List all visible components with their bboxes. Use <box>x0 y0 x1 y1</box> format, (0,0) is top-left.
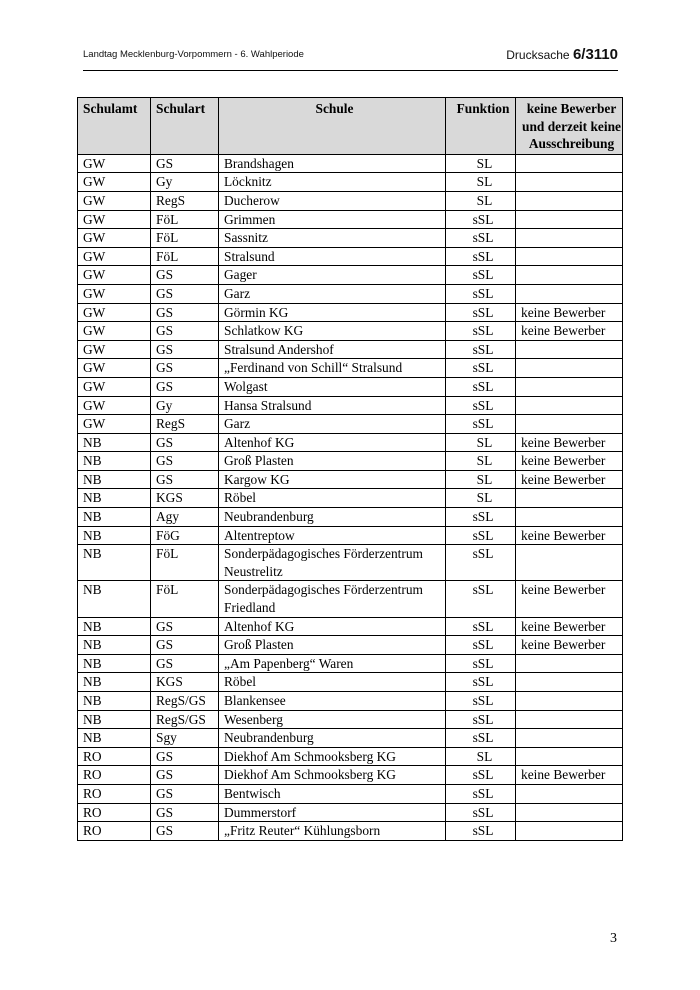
table-row <box>78 415 623 434</box>
table-row <box>78 359 623 378</box>
funktion-cell: sSL <box>446 710 516 729</box>
schule-cell: Ducherow <box>219 191 446 210</box>
funktion-cell: sSL <box>446 377 516 396</box>
schulart-cell: GS <box>151 803 219 822</box>
schule-cell: Görmin KG <box>219 303 446 322</box>
funktion-cell: SL <box>446 470 516 489</box>
table-row <box>78 303 623 322</box>
table-row <box>78 581 623 617</box>
schulart-cell: Sgy <box>151 729 219 748</box>
schule-cell: Gager <box>219 266 446 285</box>
schule-cell: Röbel <box>219 489 446 508</box>
schule-cell: Groß Plasten <box>219 452 446 471</box>
funktion-cell: SL <box>446 433 516 452</box>
keine-bewerber-cell <box>516 396 623 415</box>
table-row <box>78 340 623 359</box>
schulart-cell: FöL <box>151 247 219 266</box>
schulamt-cell: NB <box>78 489 151 508</box>
table-row <box>78 154 623 173</box>
schule-cell: Wolgast <box>219 377 446 396</box>
funktion-cell: sSL <box>446 822 516 841</box>
schulart-cell: GS <box>151 747 219 766</box>
schule-cell: Stralsund Andershof <box>219 340 446 359</box>
table-row <box>78 617 623 636</box>
schulart-cell: GS <box>151 636 219 655</box>
column-header-funktion: Funktion <box>446 98 516 155</box>
schule-cell: Sonderpädagogisches Förderzentrum Friedland <box>219 581 446 617</box>
keine-bewerber-cell: keine Bewerber <box>516 617 623 636</box>
table-row <box>78 489 623 508</box>
schulart-cell: GS <box>151 452 219 471</box>
schulamt-cell: NB <box>78 636 151 655</box>
keine-bewerber-cell <box>516 747 623 766</box>
schule-cell: Hansa Stralsund <box>219 396 446 415</box>
keine-bewerber-cell <box>516 210 623 229</box>
schulamt-cell: NB <box>78 452 151 471</box>
funktion-cell: SL <box>446 747 516 766</box>
schulamt-cell: GW <box>78 154 151 173</box>
schulart-cell: Agy <box>151 508 219 527</box>
schulart-cell: RegS <box>151 191 219 210</box>
table-row <box>78 654 623 673</box>
table-body <box>78 154 623 840</box>
table-row <box>78 766 623 785</box>
schulart-cell: GS <box>151 822 219 841</box>
schulamt-cell: RO <box>78 766 151 785</box>
table-row <box>78 247 623 266</box>
schulamt-cell: GW <box>78 191 151 210</box>
schule-cell: Wesenberg <box>219 710 446 729</box>
schule-cell: Bentwisch <box>219 784 446 803</box>
schulart-cell: GS <box>151 340 219 359</box>
schulart-cell: GS <box>151 154 219 173</box>
keine-bewerber-cell: keine Bewerber <box>516 433 623 452</box>
schule-cell: „Am Papenberg“ Waren <box>219 654 446 673</box>
document-reference <box>506 46 618 63</box>
funktion-cell: sSL <box>446 673 516 692</box>
funktion-cell: sSL <box>446 636 516 655</box>
keine-bewerber-cell <box>516 191 623 210</box>
schulamt-cell: NB <box>78 710 151 729</box>
schulart-cell: KGS <box>151 673 219 692</box>
table-row <box>78 266 623 285</box>
column-header-keine-bewerber: keine Bewerber und derzeit keine Ausschreibung <box>516 98 623 155</box>
keine-bewerber-cell <box>516 359 623 378</box>
funktion-cell: sSL <box>446 545 516 581</box>
schulart-cell: RegS/GS <box>151 710 219 729</box>
schulamt-cell: GW <box>78 415 151 434</box>
schulamt-cell: NB <box>78 526 151 545</box>
funktion-cell: sSL <box>446 508 516 527</box>
schule-cell: Sassnitz <box>219 229 446 248</box>
table-row <box>78 377 623 396</box>
funktion-cell: sSL <box>446 359 516 378</box>
schule-cell: Röbel <box>219 673 446 692</box>
table-row <box>78 822 623 841</box>
funktion-cell: SL <box>446 489 516 508</box>
keine-bewerber-cell <box>516 508 623 527</box>
schule-cell: Kargow KG <box>219 470 446 489</box>
schulamt-cell: RO <box>78 784 151 803</box>
keine-bewerber-cell <box>516 545 623 581</box>
table-row <box>78 452 623 471</box>
schulart-cell: RegS <box>151 415 219 434</box>
schulart-cell: FöL <box>151 545 219 581</box>
funktion-cell: sSL <box>446 729 516 748</box>
keine-bewerber-cell <box>516 415 623 434</box>
schulamt-cell: NB <box>78 470 151 489</box>
page-number: 3 <box>610 931 617 946</box>
table-row <box>78 636 623 655</box>
table-row <box>78 229 623 248</box>
table-row <box>78 545 623 581</box>
table-row <box>78 210 623 229</box>
schulamt-cell: RO <box>78 803 151 822</box>
funktion-cell: sSL <box>446 526 516 545</box>
funktion-cell: sSL <box>446 322 516 341</box>
schulamt-cell: GW <box>78 322 151 341</box>
keine-bewerber-cell <box>516 340 623 359</box>
table-row <box>78 729 623 748</box>
schulart-cell: GS <box>151 322 219 341</box>
keine-bewerber-cell <box>516 154 623 173</box>
schulamt-cell: GW <box>78 210 151 229</box>
keine-bewerber-cell <box>516 284 623 303</box>
schulamt-cell: GW <box>78 359 151 378</box>
funktion-cell: sSL <box>446 766 516 785</box>
schule-cell: Altenhof KG <box>219 617 446 636</box>
funktion-cell: sSL <box>446 247 516 266</box>
schulart-cell: FöG <box>151 526 219 545</box>
keine-bewerber-cell <box>516 654 623 673</box>
keine-bewerber-cell <box>516 784 623 803</box>
schule-cell: Sonderpädagogisches Förderzentrum Neustrelitz <box>219 545 446 581</box>
keine-bewerber-cell <box>516 673 623 692</box>
page-header <box>83 46 618 66</box>
parliament-label: Landtag Mecklenburg-Vorpommern - 6. Wahlperiode <box>83 49 304 60</box>
column-header-schulart: Schulart <box>151 98 219 155</box>
schulamt-cell: NB <box>78 433 151 452</box>
schule-cell: Löcknitz <box>219 173 446 192</box>
funktion-cell: sSL <box>446 784 516 803</box>
schulart-cell: GS <box>151 284 219 303</box>
funktion-cell: sSL <box>446 415 516 434</box>
funktion-cell: sSL <box>446 617 516 636</box>
schulamt-cell: GW <box>78 229 151 248</box>
schule-cell: „Ferdinand von Schill“ Stralsund <box>219 359 446 378</box>
schulart-cell: GS <box>151 359 219 378</box>
keine-bewerber-cell: keine Bewerber <box>516 470 623 489</box>
keine-bewerber-cell <box>516 729 623 748</box>
keine-bewerber-cell <box>516 489 623 508</box>
keine-bewerber-cell <box>516 229 623 248</box>
funktion-cell: sSL <box>446 396 516 415</box>
table-header-row <box>78 98 623 155</box>
funktion-cell: sSL <box>446 266 516 285</box>
schulart-cell: GS <box>151 266 219 285</box>
schulamt-cell: NB <box>78 617 151 636</box>
schulart-cell: RegS/GS <box>151 692 219 711</box>
schule-cell: Diekhof Am Schmooksberg KG <box>219 766 446 785</box>
schulart-cell: GS <box>151 784 219 803</box>
keine-bewerber-cell: keine Bewerber <box>516 303 623 322</box>
schulart-cell: FöL <box>151 210 219 229</box>
table-row <box>78 470 623 489</box>
schule-cell: Dummerstorf <box>219 803 446 822</box>
table-row <box>78 284 623 303</box>
schulamt-cell: NB <box>78 545 151 581</box>
schulamt-cell: NB <box>78 508 151 527</box>
funktion-cell: sSL <box>446 340 516 359</box>
funktion-cell: SL <box>446 452 516 471</box>
schule-cell: Grimmen <box>219 210 446 229</box>
table-row <box>78 784 623 803</box>
schule-cell: Altentreptow <box>219 526 446 545</box>
document-label: Drucksache <box>506 48 570 62</box>
schulamt-cell: GW <box>78 396 151 415</box>
header-divider <box>83 70 618 71</box>
schulamt-cell: GW <box>78 247 151 266</box>
schulamt-cell: GW <box>78 303 151 322</box>
schule-cell: Schlatkow KG <box>219 322 446 341</box>
schulart-cell: GS <box>151 617 219 636</box>
table-row <box>78 803 623 822</box>
table-row <box>78 173 623 192</box>
keine-bewerber-cell: keine Bewerber <box>516 526 623 545</box>
table-row <box>78 508 623 527</box>
funktion-cell: sSL <box>446 654 516 673</box>
keine-bewerber-cell <box>516 377 623 396</box>
schulamt-cell: GW <box>78 340 151 359</box>
schulart-cell: GS <box>151 654 219 673</box>
schulamt-cell: GW <box>78 284 151 303</box>
schulamt-cell: GW <box>78 266 151 285</box>
schulamt-cell: NB <box>78 581 151 617</box>
keine-bewerber-cell <box>516 173 623 192</box>
schulamt-cell: NB <box>78 673 151 692</box>
table-row <box>78 747 623 766</box>
document-number: 6/3110 <box>572 46 618 63</box>
keine-bewerber-cell <box>516 822 623 841</box>
schule-cell: Stralsund <box>219 247 446 266</box>
schulart-cell: GS <box>151 433 219 452</box>
column-header-schule: Schule <box>219 98 446 155</box>
schule-cell: Garz <box>219 284 446 303</box>
schulamt-cell: GW <box>78 377 151 396</box>
schulamt-cell: NB <box>78 654 151 673</box>
schule-cell: Groß Plasten <box>219 636 446 655</box>
keine-bewerber-cell: keine Bewerber <box>516 322 623 341</box>
keine-bewerber-cell <box>516 247 623 266</box>
schule-cell: Brandshagen <box>219 154 446 173</box>
school-vacancy-table <box>77 97 623 841</box>
table-row <box>78 322 623 341</box>
schule-cell: Diekhof Am Schmooksberg KG <box>219 747 446 766</box>
keine-bewerber-cell: keine Bewerber <box>516 452 623 471</box>
schulart-cell: Gy <box>151 396 219 415</box>
schulart-cell: FöL <box>151 581 219 617</box>
keine-bewerber-cell <box>516 266 623 285</box>
keine-bewerber-cell: keine Bewerber <box>516 766 623 785</box>
schule-cell: „Fritz Reuter“ Kühlungsborn <box>219 822 446 841</box>
funktion-cell: sSL <box>446 803 516 822</box>
table-row <box>78 526 623 545</box>
schulamt-cell: NB <box>78 729 151 748</box>
schulart-cell: GS <box>151 766 219 785</box>
keine-bewerber-cell <box>516 710 623 729</box>
schule-cell: Blankensee <box>219 692 446 711</box>
keine-bewerber-cell: keine Bewerber <box>516 581 623 617</box>
keine-bewerber-cell <box>516 692 623 711</box>
funktion-cell: SL <box>446 154 516 173</box>
schulamt-cell: GW <box>78 173 151 192</box>
schulamt-cell: NB <box>78 692 151 711</box>
funktion-cell: SL <box>446 191 516 210</box>
funktion-cell: SL <box>446 173 516 192</box>
schulamt-cell: RO <box>78 822 151 841</box>
schule-cell: Neubrandenburg <box>219 729 446 748</box>
schule-cell: Altenhof KG <box>219 433 446 452</box>
schulart-cell: Gy <box>151 173 219 192</box>
table-row <box>78 191 623 210</box>
schulart-cell: FöL <box>151 229 219 248</box>
funktion-cell: sSL <box>446 229 516 248</box>
column-header-schulamt: Schulamt <box>78 98 151 155</box>
schulart-cell: GS <box>151 470 219 489</box>
funktion-cell: sSL <box>446 210 516 229</box>
keine-bewerber-cell: keine Bewerber <box>516 636 623 655</box>
funktion-cell: sSL <box>446 581 516 617</box>
schulart-cell: GS <box>151 377 219 396</box>
funktion-cell: sSL <box>446 692 516 711</box>
table-row <box>78 673 623 692</box>
schulart-cell: GS <box>151 303 219 322</box>
table-row <box>78 710 623 729</box>
funktion-cell: sSL <box>446 284 516 303</box>
table-row <box>78 433 623 452</box>
table-row <box>78 396 623 415</box>
schule-cell: Neubrandenburg <box>219 508 446 527</box>
schulart-cell: KGS <box>151 489 219 508</box>
funktion-cell: sSL <box>446 303 516 322</box>
schule-cell: Garz <box>219 415 446 434</box>
keine-bewerber-cell <box>516 803 623 822</box>
table-row <box>78 692 623 711</box>
schulamt-cell: RO <box>78 747 151 766</box>
